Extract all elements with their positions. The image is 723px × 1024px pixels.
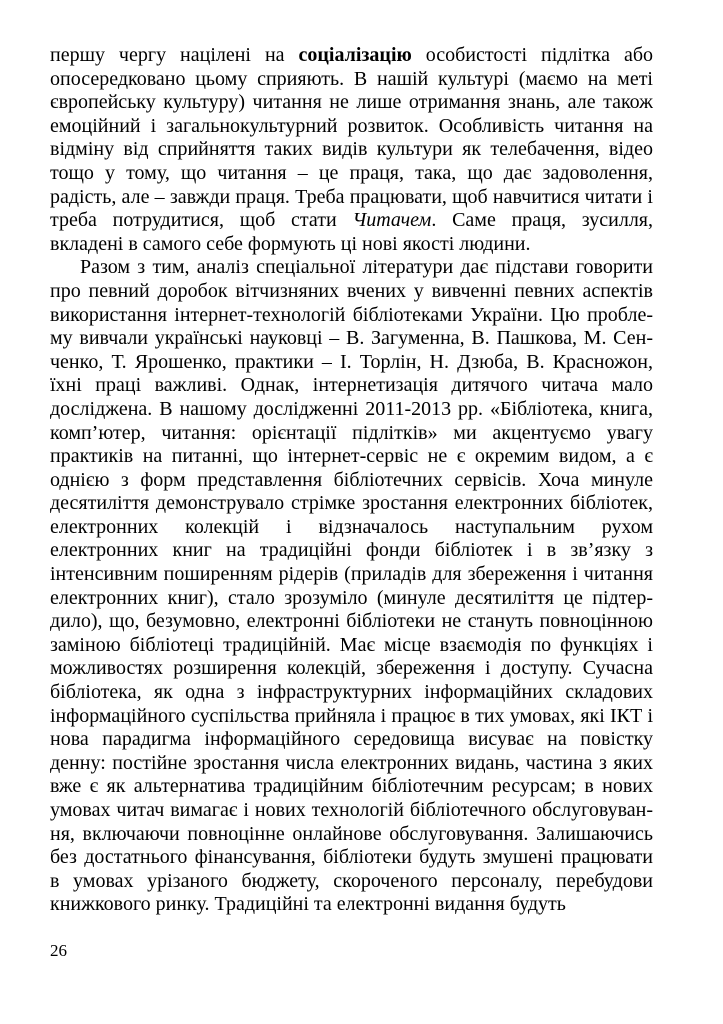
text-segment: нова парадигма інформаційного середовища висуває на повістку xyxy=(50,728,653,751)
text-segment: опосередковано цьому сприяють. В нашій культурі (маємо на меті xyxy=(50,67,653,90)
text-segment: електронних книг на традиційні фонди бібліотек і в зв’язку з xyxy=(50,539,653,562)
text-line xyxy=(50,351,653,375)
text-segment: практиків на питанні, що інтернет-сервіс не є окремим видом, а є xyxy=(50,445,653,468)
text-segment: першу чергу націлені на xyxy=(50,44,299,66)
text-line xyxy=(50,539,653,563)
text-line xyxy=(50,893,653,917)
text-segment: умовах читач вимагає і нових технологій бібліотечного обслуговуван- xyxy=(50,799,653,821)
text-line xyxy=(50,728,653,752)
text-segment: комп’ютер, читання: орієнтації підлітків» ми акцентуємо увагу xyxy=(50,421,653,444)
text-line xyxy=(50,445,653,469)
text-line xyxy=(50,752,653,776)
page-number: 26 xyxy=(50,941,67,960)
text-line xyxy=(50,516,653,540)
text-segment: відміну від сприйняття таких видів культури як телебачення, відео xyxy=(50,138,653,161)
text-segment: денну: постійне зростання числа електронних видань, частина з яких xyxy=(50,751,653,774)
text-line xyxy=(50,44,653,68)
text-line xyxy=(50,799,653,823)
text-segment: інтенсивним поширенням рідерів (приладів для збереження і читання xyxy=(50,563,653,586)
text-line xyxy=(50,138,653,162)
text-segment: вкладені в самого себе формують ці нові якості людини. xyxy=(50,232,531,255)
text-segment: Разом з тим, аналіз спеціальної літератури дає підстави говорити xyxy=(80,256,653,279)
text-line xyxy=(50,870,653,894)
bold-term: соціалізацію xyxy=(298,44,412,66)
text-line xyxy=(50,587,653,611)
text-segment: ченко, Т. Ярошенко, практики – І. Торлін, Н. Дзюба, В. Красножон, xyxy=(50,350,653,373)
text-segment: вже є як альтернатива традиційним бібліотечним ресурсам; в нових xyxy=(50,775,653,798)
text-segment: треба потрудитися, щоб стати xyxy=(50,209,353,232)
text-line xyxy=(50,68,653,92)
text-segment: електронних колекцій і відзначалось наступальним рухом xyxy=(50,515,653,538)
text-line xyxy=(50,374,653,398)
text-segment: му вивчали українські науковці – В. Загуменна, В. Пашкова, М. Сен- xyxy=(50,327,653,350)
text-line xyxy=(50,91,653,115)
text-segment: особистості підлітка або xyxy=(411,44,653,66)
text-line xyxy=(50,209,653,233)
text-line xyxy=(50,469,653,493)
text-line xyxy=(50,422,653,446)
text-segment: однією з форм представлення бібліотечних сервісів. Хоча минуле xyxy=(50,468,653,491)
text-segment: інформаційного суспільства прийняла і працює в тих умовах, які ІКТ і xyxy=(50,704,653,727)
text-line xyxy=(50,610,653,634)
text-segment: європейську культуру) читання не лише отримання знань, але також xyxy=(50,91,653,114)
text-segment: досліджена. В нашому дослідженні 2011-2013 рр. «Бібліотека, книга, xyxy=(50,397,653,420)
text-segment: дило), що, безумовно, електронні бібліотеки не стануть повноцінною xyxy=(50,610,653,633)
text-line xyxy=(50,280,653,304)
text-line xyxy=(50,256,653,280)
italic-term: Читачем xyxy=(352,209,432,232)
body-text xyxy=(50,44,653,917)
text-line xyxy=(50,775,653,799)
text-segment: ня, включаючи повноцінне онлайнове обслуговування. Залишаючись xyxy=(50,822,653,845)
text-segment: без достатнього фінансування, бібліотеки будуть змушені працювати xyxy=(50,846,653,869)
text-segment: . Саме праця, зусилля, xyxy=(431,209,654,232)
text-segment: тощо у тому, що читання – це праця, така, що дає задоволення, xyxy=(50,161,653,184)
text-segment: їхні праці важливі. Однак, інтернетизація дитячого читача мало xyxy=(50,374,653,397)
text-line xyxy=(50,327,653,351)
text-segment: емоційний і загальнокультурний розвиток. Особливість читання на xyxy=(50,114,653,137)
text-line xyxy=(50,186,653,210)
text-segment: заміною бібліотеці традиційній. Має місце взаємодія по функціях і xyxy=(50,633,653,656)
text-segment: бібліотека, як одна з інфраструктурних інформаційних складових xyxy=(50,681,653,704)
text-line xyxy=(50,681,653,705)
text-segment: книжкового ринку. Традиційні та електронні видання будуть xyxy=(50,893,566,916)
text-segment: про певний доробок вітчизняних вчених у вивченні певних аспектів xyxy=(50,279,653,302)
text-line xyxy=(50,304,653,328)
text-line xyxy=(50,563,653,587)
paragraph xyxy=(50,256,653,917)
text-line xyxy=(50,233,653,257)
text-line xyxy=(50,492,653,516)
text-line xyxy=(50,115,653,139)
text-segment: радість, але – завжди праця. Треба працювати, щоб навчитися читати і xyxy=(50,185,653,208)
text-line xyxy=(50,705,653,729)
text-segment: використання інтернет-технологій бібліотеками України. Цю пробле- xyxy=(50,303,653,326)
paragraph xyxy=(50,44,653,256)
text-line xyxy=(50,846,653,870)
text-segment: можливостях розширення колекцій, збереження і доступу. Сучасна xyxy=(50,657,653,680)
text-line xyxy=(50,398,653,422)
text-segment: в умовах урізаного бюджету, скороченого персоналу, перебудови xyxy=(50,869,653,892)
text-line xyxy=(50,823,653,847)
text-line xyxy=(50,634,653,658)
text-line xyxy=(50,657,653,681)
text-segment: десятиліття демонструвало стрімке зростання електронних бібліотек, xyxy=(50,492,653,515)
text-segment: електронних книг), стало зрозуміло (минуле десятиліття це підтер- xyxy=(50,586,653,609)
text-line xyxy=(50,162,653,186)
